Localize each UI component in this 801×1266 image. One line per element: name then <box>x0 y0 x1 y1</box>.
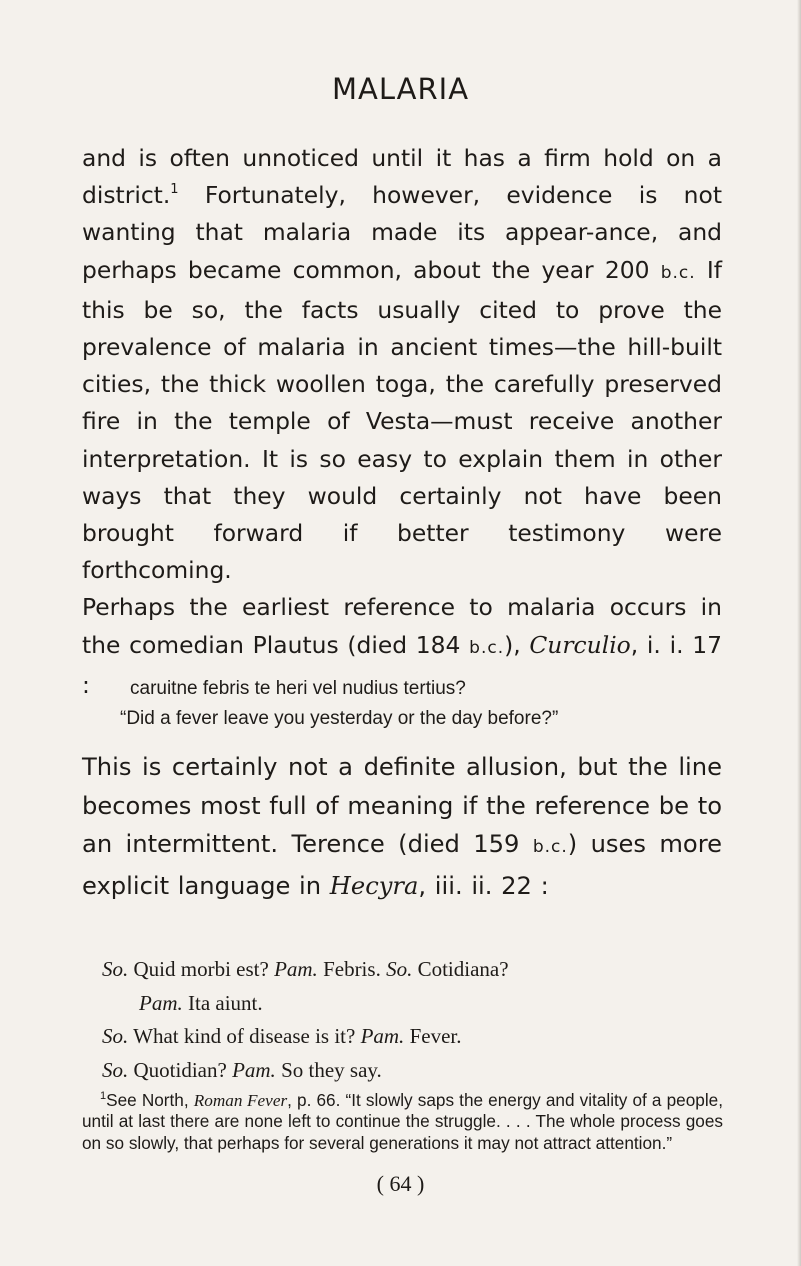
era-abbreviation: b.c. <box>660 262 696 283</box>
dialogue-text: Febris. <box>317 957 387 981</box>
paragraph-1-text-c: If this be so, the facts usually cited to prove the prevalence of malaria in ancient times—the hill-built cities, the thick woollen toga, the carefully preserved fire in the temple of Vesta—must receive another interpretation. It is so easy to explain them in other ways that they would certainly not have been brought forward if better testimony were forthcoming. <box>82 255 722 585</box>
page-number: ( 64 ) <box>376 1171 425 1196</box>
dialogue-block <box>102 953 742 1087</box>
paragraph-3-text-b: ) uses more explicit language in <box>82 830 722 900</box>
paragraph-3-text-a: This is certainly not a definite allusion, but the line becomes most full of meaning if the reference be to an intermittent. Terence (died 159 <box>82 753 722 859</box>
quotation-english: “Did a fever leave you yesterday or the day before?” <box>120 708 559 729</box>
speaker-label: Pam. <box>139 990 183 1015</box>
running-head: MALARIA <box>331 72 470 106</box>
dialogue-text: What kind of disease is it? <box>128 1024 361 1048</box>
speaker-label: Pam. <box>274 957 318 981</box>
era-abbreviation: b.c. <box>532 837 568 858</box>
paragraph-2-text-b: ), <box>504 630 530 659</box>
paragraph-1-text-b: Fortunately, however, evidence is not wanting that malaria made its appear-ance, and perhaps became common, about the year 200 <box>82 181 722 284</box>
quotation-block <box>120 674 730 734</box>
dialogue-text: Ita aiunt. <box>182 990 263 1015</box>
paragraph-3-text-c: , iii. ii. 22 : <box>418 871 549 900</box>
dialogue-line <box>102 1020 742 1054</box>
quotation-latin: caruitne febris te heri vel nudius tertius? <box>130 678 466 699</box>
dialogue-text: Cotidiana? <box>412 957 509 981</box>
paragraph-3 <box>82 748 722 905</box>
dialogue-text: So they say. <box>275 1057 382 1082</box>
dialogue-text: Quid morbi est? <box>128 957 275 981</box>
work-title-hecyra: Hecyra <box>329 871 419 900</box>
paragraph-1-text-a: and is often unnoticed until it has a firm hold on a district. <box>82 144 722 210</box>
speaker-label: So. <box>102 957 129 981</box>
dialogue-line <box>102 1054 742 1088</box>
dialogue-line <box>102 987 742 1021</box>
paragraph-1 <box>82 140 722 589</box>
main-text-continued <box>82 748 722 905</box>
dialogue-text: Quotidian? <box>128 1057 233 1082</box>
footnote-number: 1 <box>100 1090 107 1102</box>
footnote <box>82 1090 723 1154</box>
speaker-label: Pam. <box>232 1057 276 1082</box>
footnote-text-b: , p. 66. “It slowly saps the energy and vitality of a people, until at last there are none left to continue the struggle. . . . The whole process goes on so slowly, that perhaps for several generations it may not attract attention.” <box>82 1090 723 1153</box>
speaker-label: Pam. <box>360 1024 405 1048</box>
speaker-label: So. <box>102 1024 129 1048</box>
footnote-text-a: See North, <box>106 1090 194 1110</box>
work-title-curculio: Curculio <box>529 630 631 659</box>
main-text <box>82 140 722 704</box>
speaker-label: So. <box>102 1057 129 1082</box>
paragraph-2-text-a: Perhaps the earliest reference to malaria occurs in the comedian Plautus (died 184 <box>82 593 722 659</box>
dialogue-text: Fever. <box>404 1024 462 1048</box>
paragraph-2-text-c: , i. i. 17 : <box>82 630 723 699</box>
footnote-work-title: Roman Fever <box>193 1091 288 1110</box>
era-abbreviation: b.c. <box>469 637 505 658</box>
speaker-label: So. <box>386 957 413 981</box>
dialogue-line <box>102 953 742 987</box>
page-edge-shadow <box>797 0 801 1266</box>
footnote-reference: 1 <box>170 182 179 198</box>
